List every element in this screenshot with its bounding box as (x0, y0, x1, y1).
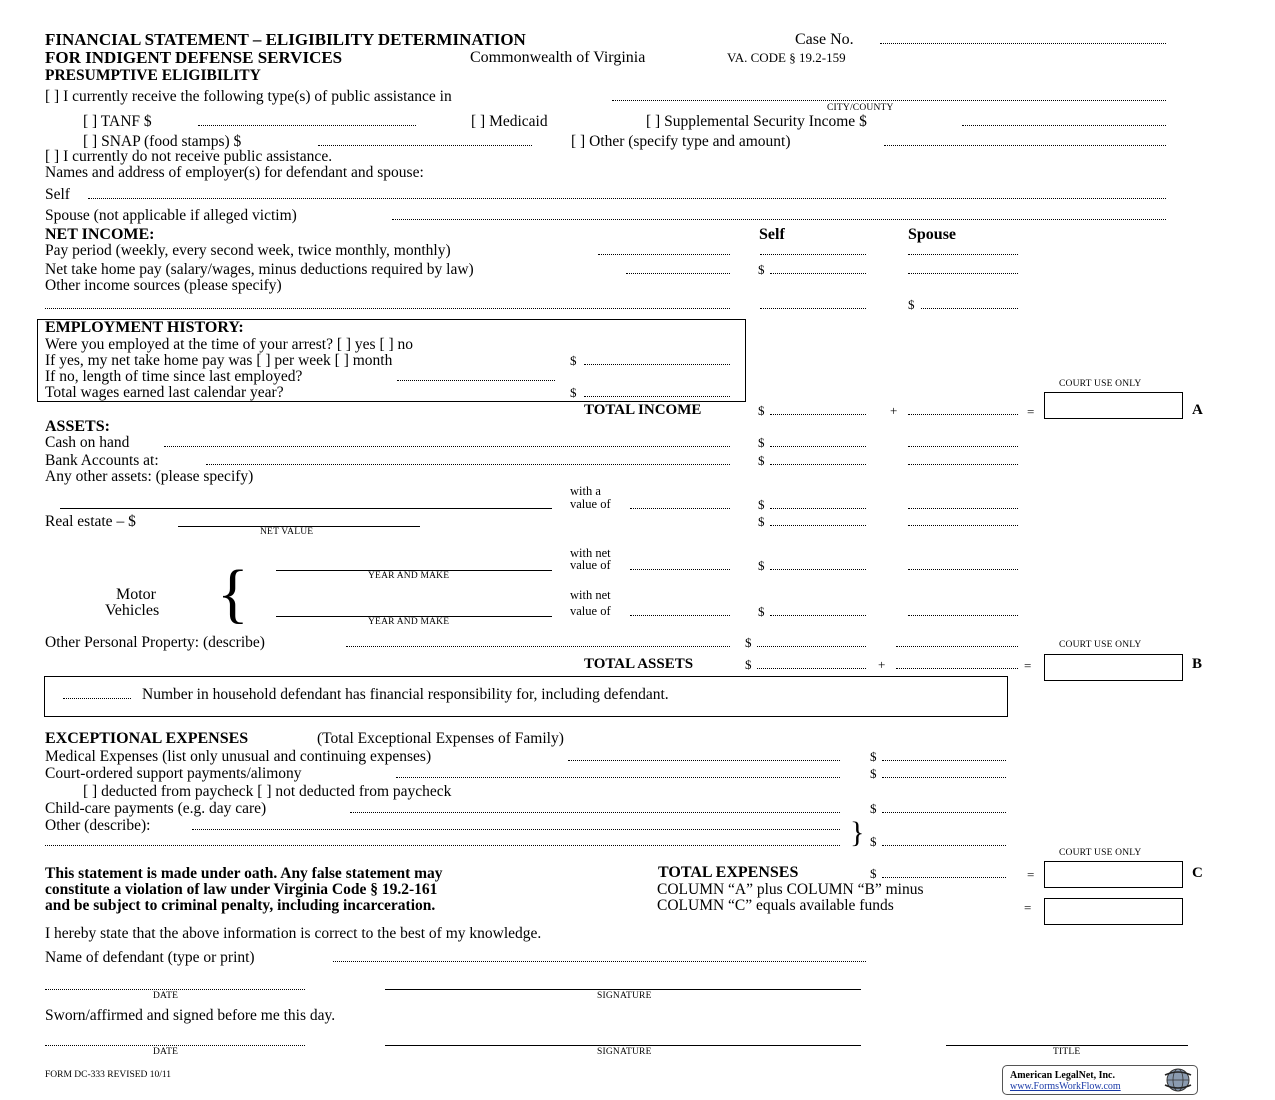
total-expenses-dollar: $ (870, 866, 877, 881)
vehicle1-value-of-label: value of (570, 558, 611, 572)
other-assistance-checkbox[interactable]: [ ] Other (specify type and amount) (571, 133, 791, 150)
total-assets-self-field[interactable] (757, 668, 866, 669)
defendant-name-field[interactable] (333, 961, 866, 962)
value-of-label: value of (570, 497, 611, 511)
bank-spouse-field[interactable] (908, 464, 1018, 465)
total-wages-question: Total wages earned last calendar year? (45, 384, 284, 401)
medicaid-checkbox[interactable]: [ ] Medicaid (471, 113, 548, 130)
defendant-date-field[interactable] (45, 989, 305, 990)
cash-self-dollar: $ (758, 435, 765, 450)
company-name: American LegalNet, Inc. (1010, 1070, 1115, 1081)
oath-line2: constitute a violation of law under Virginia Code § 19.2-161 (45, 881, 438, 898)
employment-heading: EMPLOYMENT HISTORY: (45, 319, 244, 336)
oath-line3: and be subject to criminal penalty, including incarceration. (45, 897, 436, 914)
total-income-spouse-field[interactable] (908, 414, 1018, 415)
total-assets-spouse-field[interactable] (896, 668, 1018, 669)
vehicles-brace-icon: { (217, 557, 249, 630)
pay-period-self-field[interactable] (760, 254, 866, 255)
vehicle1-spouse-field[interactable] (908, 569, 1018, 570)
other-expense-brace-icon: } (850, 816, 865, 849)
personal-property-label: Other Personal Property: (describe) (45, 634, 265, 651)
with-a-label: with a (570, 484, 601, 498)
expenses-heading: EXCEPTIONAL EXPENSES (45, 730, 249, 747)
notary-title-field[interactable] (946, 1045, 1188, 1046)
real-estate-label: Real estate – $ (45, 513, 136, 530)
take-home-pay-dollar: $ (570, 353, 577, 368)
other-expense-field-2[interactable] (45, 845, 840, 846)
medical-dollar: $ (870, 749, 877, 764)
other-sources-spouse-field[interactable] (921, 308, 1018, 309)
take-home-spouse-field[interactable] (908, 273, 1018, 274)
court-use-box-b[interactable] (1044, 654, 1183, 681)
total-assets-self-dollar: $ (745, 657, 752, 672)
other-expense-amount-field[interactable] (882, 845, 1006, 846)
city-county-field[interactable] (612, 100, 1166, 101)
total-income-self-field[interactable] (770, 414, 866, 415)
vehicle2-self-dollar: $ (758, 604, 765, 619)
vehicle2-spouse-field[interactable] (908, 615, 1018, 616)
motor-label: Motor (116, 586, 156, 603)
vehicle2-with-net-label: with net (570, 588, 611, 602)
employers-label: Names and address of employer(s) for defendant and spouse: (45, 164, 424, 181)
presumptive-heading: PRESUMPTIVE ELIGIBILITY (45, 67, 261, 84)
letter-b: B (1192, 656, 1203, 672)
city-county-caption: CITY/COUNTY (827, 103, 894, 113)
court-use-box-a[interactable] (1044, 392, 1183, 419)
vehicle1-self-field[interactable] (770, 569, 866, 570)
cash-label: Cash on hand (45, 434, 130, 451)
spouse-employer-label: Spouse (not applicable if alleged victim) (45, 207, 297, 224)
support-label: Court-ordered support payments/alimony (45, 765, 302, 782)
court-use-only-b-caption: COURT USE ONLY (1059, 640, 1142, 650)
cash-leader (164, 446, 730, 447)
tanf-checkbox[interactable]: [ ] TANF $ (83, 113, 152, 130)
net-income-heading: NET INCOME: (45, 226, 155, 243)
other-assets-label: Any other assets: (please specify) (45, 468, 254, 485)
column-formula-line2: COLUMN “C” equals available funds (657, 897, 894, 914)
assets-heading: ASSETS: (45, 418, 110, 435)
vehicle1-year-make-caption: YEAR AND MAKE (368, 571, 450, 581)
bank-self-dollar: $ (758, 453, 765, 468)
household-count-field[interactable] (63, 698, 131, 699)
available-funds-equals: = (1024, 900, 1032, 915)
other-assets-leader (630, 508, 730, 509)
receive-assistance-checkbox[interactable]: [ ] I currently receive the following type(s) of public assistance in (45, 88, 452, 105)
take-home-pay-field[interactable] (584, 364, 730, 365)
spouse-employer-field[interactable] (392, 219, 1166, 220)
total-expenses-field[interactable] (882, 877, 1006, 878)
snap-amount-field[interactable] (318, 145, 532, 146)
total-income-plus: + (890, 403, 898, 418)
form-title-line1: FINANCIAL STATEMENT – ELIGIBILITY DETERMINATION (45, 30, 526, 49)
real-estate-spouse-field[interactable] (908, 525, 1018, 526)
support-amount-field[interactable] (882, 777, 1006, 778)
total-assets-equals: = (1024, 658, 1032, 673)
notary-date-field[interactable] (45, 1045, 305, 1046)
real-estate-self-field[interactable] (770, 525, 866, 526)
notary-date-caption: DATE (153, 1047, 179, 1057)
personal-property-field[interactable] (346, 646, 730, 647)
vehicle2-self-field[interactable] (770, 615, 866, 616)
expenses-heading-note: (Total Exceptional Expenses of Family) (317, 730, 564, 747)
self-employer-label: Self (45, 186, 70, 203)
vehicle1-leader (630, 569, 730, 570)
other-assets-self-field[interactable] (770, 508, 866, 509)
commonwealth-label: Commonwealth of Virginia (470, 49, 646, 66)
take-home-pay-question[interactable]: If yes, my net take home pay was [ ] per week [ ] month (45, 352, 393, 369)
company-url[interactable]: www.FormsWorkFlow.com (1010, 1081, 1121, 1092)
medical-field[interactable] (568, 760, 840, 761)
self-employer-field[interactable] (88, 198, 1166, 199)
notary-signature-caption: SIGNATURE (597, 1047, 652, 1057)
vehicles-label: Vehicles (105, 602, 160, 619)
personal-property-self-dollar: $ (745, 635, 752, 650)
real-estate-self-dollar: $ (758, 514, 765, 529)
defendant-signature-field[interactable] (385, 989, 861, 990)
total-expenses-label: TOTAL EXPENSES (658, 864, 799, 881)
medical-label: Medical Expenses (list only unusual and continuing expenses) (45, 748, 432, 765)
bank-name-field[interactable] (206, 464, 730, 465)
other-expense-dollar: $ (870, 834, 877, 849)
total-assets-label: TOTAL ASSETS (584, 656, 694, 672)
childcare-amount-field[interactable] (882, 812, 1006, 813)
vehicle2-year-make-caption: YEAR AND MAKE (368, 617, 450, 627)
hereby-statement: I hereby state that the above information is correct to the best of my knowledge. (45, 925, 542, 942)
letter-c: C (1192, 865, 1203, 881)
vehicle1-with-net-label: with net (570, 546, 611, 560)
company-logo (1002, 1065, 1198, 1095)
take-home-leader (626, 273, 730, 274)
oath-line1: This statement is made under oath. Any false statement may (45, 865, 443, 882)
total-income-label: TOTAL INCOME (584, 402, 702, 418)
other-assistance-field[interactable] (884, 145, 1166, 146)
available-funds-box[interactable] (1044, 898, 1183, 925)
other-assets-self-dollar: $ (758, 497, 765, 512)
bank-self-field[interactable] (770, 464, 866, 465)
medical-amount-field[interactable] (882, 760, 1006, 761)
col-self-heading: Self (759, 226, 785, 243)
household-text: Number in household defendant has financial responsibility for, including defendant. (142, 686, 669, 703)
other-sources-spouse-dollar: $ (908, 297, 915, 312)
other-sources-label: Other income sources (please specify) (45, 277, 282, 294)
time-since-employed-field[interactable] (397, 380, 555, 381)
cash-spouse-field[interactable] (908, 446, 1018, 447)
defendant-name-label: Name of defendant (type or print) (45, 949, 255, 966)
case-no-label: Case No. (795, 31, 854, 48)
snap-checkbox[interactable]: [ ] SNAP (food stamps) $ (83, 133, 242, 150)
childcare-field[interactable] (350, 812, 840, 813)
bank-label: Bank Accounts at: (45, 452, 159, 469)
total-expenses-equals: = (1027, 867, 1035, 882)
sworn-statement: Sworn/affirmed and signed before me this day. (45, 1007, 336, 1024)
pay-period-label: Pay period (weekly, every second week, twice monthly, monthly) (45, 242, 451, 259)
vehicle2-value-of-label: value of (570, 604, 611, 618)
letter-a: A (1192, 402, 1203, 418)
take-home-self-dollar: $ (758, 262, 765, 277)
va-code-label: VA. CODE § 19.2-159 (727, 50, 846, 65)
pay-period-spouse-field[interactable] (908, 254, 1018, 255)
other-assets-field[interactable] (60, 508, 552, 509)
no-assistance-checkbox[interactable]: [ ] I currently do not receive public assistance. (45, 148, 333, 165)
court-use-box-c[interactable] (1044, 861, 1183, 888)
other-sources-field[interactable] (45, 308, 730, 309)
support-dollar: $ (870, 766, 877, 781)
other-assets-spouse-field[interactable] (908, 508, 1018, 509)
employed-at-arrest-question[interactable]: Were you employed at the time of your arrest? [ ] yes [ ] no (45, 336, 414, 353)
time-since-employed-question: If no, length of time since last employed? (45, 368, 303, 385)
case-no-field[interactable] (880, 43, 1166, 44)
ssi-checkbox[interactable]: [ ] Supplemental Security Income $ (646, 113, 867, 130)
globe-icon (1161, 1067, 1195, 1093)
vehicle2-leader (630, 615, 730, 616)
vehicle1-self-dollar: $ (758, 558, 765, 573)
defendant-signature-caption: SIGNATURE (597, 991, 652, 1001)
total-income-equals: = (1027, 404, 1035, 419)
defendant-date-caption: DATE (153, 991, 179, 1001)
form-title-line2: FOR INDIGENT DEFENSE SERVICES (45, 48, 343, 67)
deducted-checkboxes[interactable]: [ ] deducted from paycheck [ ] not deducted from paycheck (83, 783, 452, 800)
other-expense-label: Other (describe): (45, 817, 151, 834)
cash-self-field[interactable] (770, 446, 866, 447)
court-use-only-c-caption: COURT USE ONLY (1059, 848, 1142, 858)
total-income-self-dollar: $ (758, 403, 765, 418)
notary-signature-field[interactable] (385, 1045, 861, 1046)
total-wages-dollar: $ (570, 385, 577, 400)
column-formula-line1: COLUMN “A” plus COLUMN “B” minus (657, 881, 924, 898)
col-spouse-heading: Spouse (908, 226, 957, 243)
tanf-amount-field[interactable] (198, 125, 416, 126)
other-expense-field-1[interactable] (192, 829, 840, 830)
childcare-label: Child-care payments (e.g. day care) (45, 800, 267, 817)
total-wages-field[interactable] (584, 396, 730, 397)
personal-property-self-field[interactable] (757, 646, 866, 647)
take-home-self-field[interactable] (770, 273, 866, 274)
childcare-dollar: $ (870, 801, 877, 816)
pay-period-leader (598, 254, 730, 255)
ssi-amount-field[interactable] (962, 125, 1166, 126)
take-home-label: Net take home pay (salary/wages, minus deductions required by law) (45, 261, 474, 278)
court-use-only-a-caption: COURT USE ONLY (1059, 379, 1142, 389)
other-sources-self-field[interactable] (760, 308, 866, 309)
total-assets-plus: + (878, 657, 886, 672)
form-number: FORM DC-333 REVISED 10/11 (45, 1070, 172, 1080)
net-value-caption: NET VALUE (260, 527, 314, 537)
notary-title-caption: TITLE (1053, 1047, 1081, 1057)
personal-property-spouse-field[interactable] (896, 646, 1018, 647)
support-field[interactable] (396, 777, 840, 778)
